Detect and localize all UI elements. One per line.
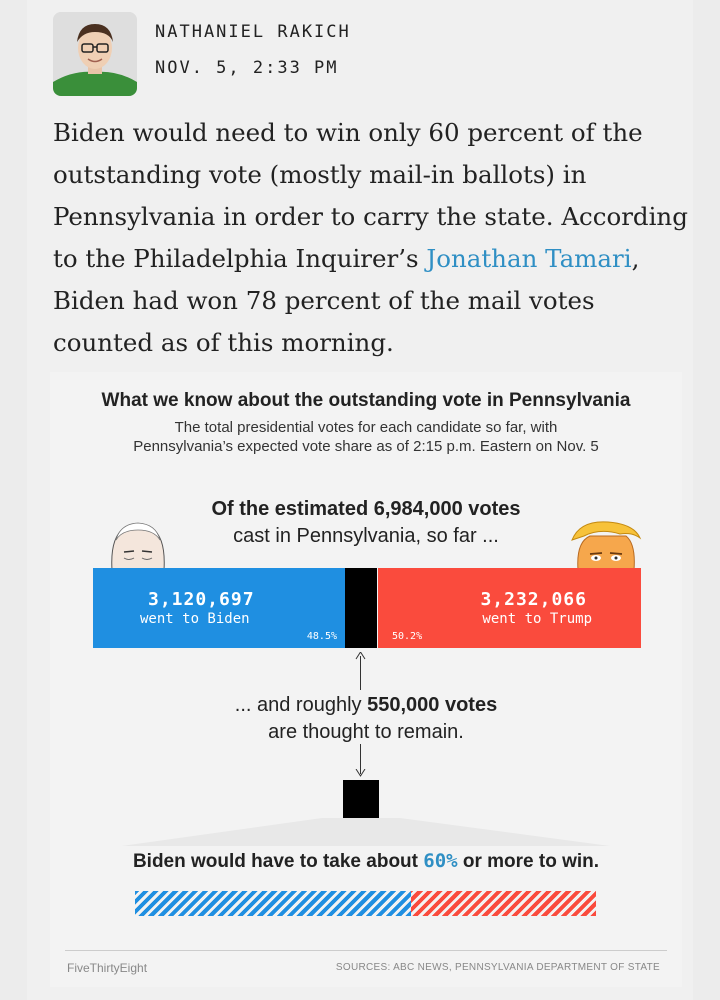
- trump-vote-count: 3,232,066: [480, 589, 587, 610]
- author-avatar[interactable]: [53, 12, 137, 96]
- remaining-vote-bar: [345, 568, 377, 648]
- footer-sources: SOURCES: ABC NEWS, PENNSYLVANIA DEPARTMENT OF STATE: [335, 962, 660, 973]
- remain-rest: are thought to remain.: [268, 721, 464, 743]
- post-timestamp: NOV. 5, 2:33 PM: [155, 58, 339, 78]
- trump-needed-share-bar: [411, 891, 596, 916]
- trump-vote-label: went to Trump: [482, 611, 592, 627]
- remain-bold: 550,000 votes: [367, 694, 498, 716]
- trump-vote-bar: [378, 568, 641, 648]
- need-pre: Biden would have to take about: [132, 851, 424, 872]
- post-body-part1: Biden would need to win only 60 percent of the outstanding vote (mostly mail-in ballots) in Pennsylvania in order to carry the state. According to the Philadelphia Inquirer’s: [53, 118, 688, 273]
- post-body: [53, 112, 693, 364]
- up-arrow-line: [360, 656, 361, 690]
- biden-vote-count: 3,120,697: [148, 589, 255, 610]
- graphic-subtitle: [50, 418, 682, 456]
- biden-face-icon: [106, 518, 170, 570]
- biden-vote-label: went to Biden: [140, 611, 250, 627]
- trump-vote-pct: 50.2%: [392, 631, 423, 642]
- remain-pre: ... and roughly: [234, 694, 368, 716]
- need-pct: 60%: [423, 850, 458, 872]
- vote-graphic: [50, 372, 682, 987]
- author-photo-icon: [53, 12, 137, 96]
- footer-divider: [65, 950, 667, 951]
- remaining-votes-text: [50, 692, 682, 746]
- headline-bold: Of the estimated 6,984,000 votes: [211, 498, 521, 520]
- graphic-title: What we know about the outstanding vote in Pennsylvania: [101, 390, 631, 411]
- author-name[interactable]: NATHANIEL RAKICH: [155, 22, 351, 42]
- jonathan-tamari-link[interactable]: Jonathan Tamari: [426, 244, 632, 273]
- biden-vote-bar: [93, 568, 345, 648]
- graphic-subtitle-line2: Pennsylvania’s expected vote share as of 2:15 p.m. Eastern on Nov. 5: [133, 438, 599, 455]
- biden-needed-share-bar: [135, 891, 411, 916]
- graphic-subtitle-line1: The total presidential votes for each candidate so far, with: [174, 419, 558, 436]
- need-post: or more to win.: [457, 851, 600, 872]
- biden-vote-pct: 48.5%: [306, 631, 337, 642]
- arrow-up-icon: [355, 652, 366, 660]
- arrow-down-icon: [355, 769, 366, 777]
- trump-face-icon: [570, 518, 642, 570]
- spread-shape: [50, 812, 682, 852]
- footer-brand: FiveThirtyEight: [67, 961, 148, 975]
- headline-rest: cast in Pennsylvania, so far ...: [233, 525, 499, 547]
- win-threshold-text: [50, 850, 682, 873]
- post-body-part2: , Biden had won 78 percent of the mail votes counted as of this morning.: [53, 244, 640, 357]
